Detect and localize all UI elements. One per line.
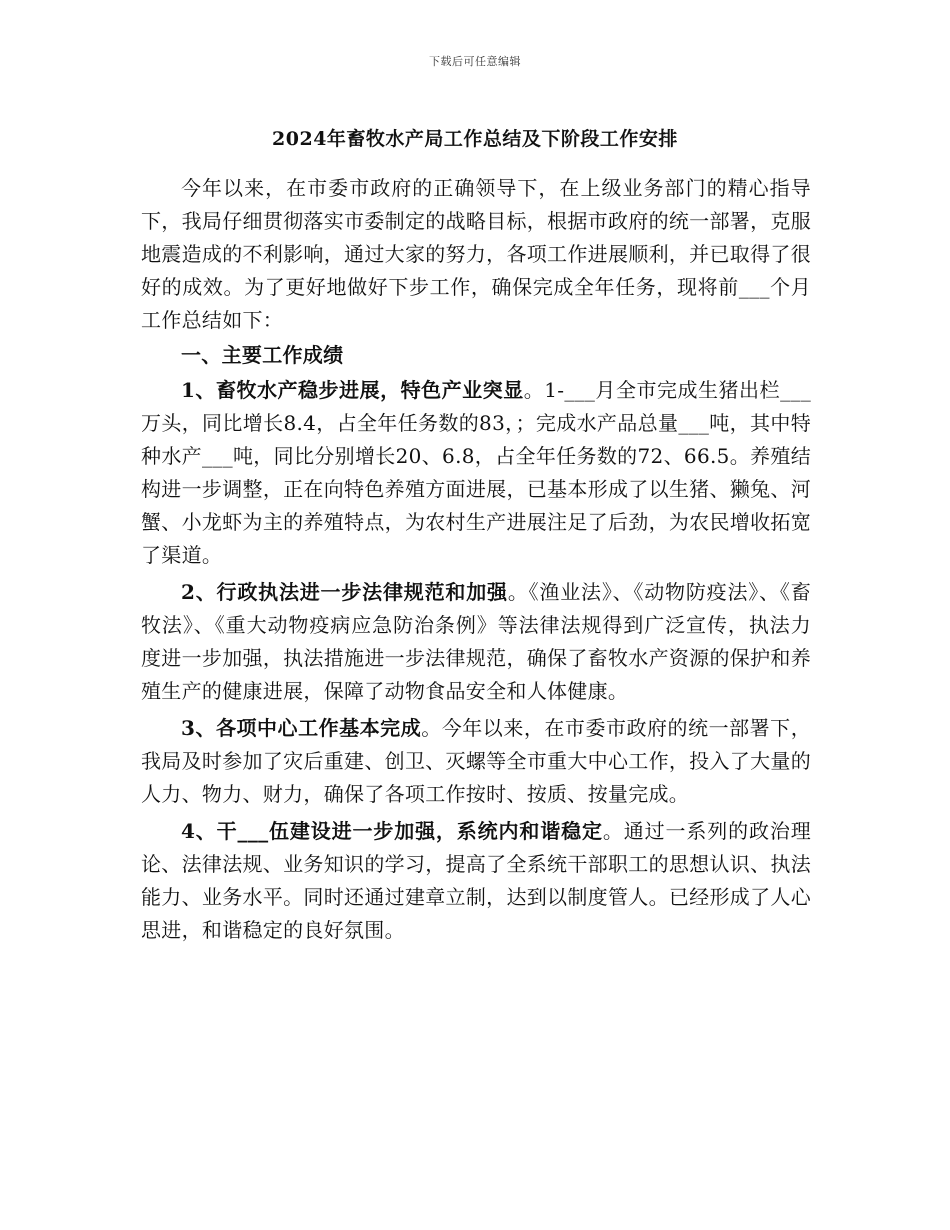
work-item-3 <box>141 712 811 811</box>
work-item-4-body: 。通过一系列的政治理论、法律法规、业务知识的学习，提高了全系统干部职工的思想认识、执法能力、业务水平。同时还通过建章立制，达到以制度管人。已经形成了人心思进，和谐稳定的良好氛围。 <box>141 819 812 942</box>
section-heading: 一、主要工作成绩 <box>181 343 344 367</box>
work-item-2 <box>141 576 811 708</box>
work-item-1-lead: 1、畜牧水产稳步进展，特色产业突显 <box>181 378 524 402</box>
work-item-4 <box>141 815 811 947</box>
work-item-4-lead: 4、干___伍建设进一步加强，系统内和谐稳定 <box>181 819 603 843</box>
document-body <box>141 172 811 947</box>
work-item-3-body: 。今年以来，在市委市政府的统一部署下，我局及时参加了灾后重建、创卫、灭螺等全市重大中心工作，投入了大量的人力、物力、财力，确保了各项工作按时、按质、按量完成。 <box>141 716 811 806</box>
work-item-1 <box>141 374 811 572</box>
work-item-2-lead: 2、行政执法进一步法律规范和加强 <box>181 580 508 604</box>
work-item-3-lead: 3、各项中心工作基本完成 <box>181 716 422 740</box>
header-note: 下载后可任意编辑 <box>429 55 521 68</box>
intro-paragraph: 今年以来，在市委市政府的正确领导下，在上级业务部门的精心指导下，我局仔细贯彻落实市委制定的战略目标，根据市政府的统一部署，克服地震造成的不利影响，通过大家的努力，各项工作进展顺利，并已取得了很好的成效。为了更好地做好下步工作，确保完成全年任务，现将前___个月工作总结如下： <box>141 176 811 332</box>
work-item-2-body: 。《渔业法》、《动物防疫法》、《畜牧法》、《重大动物疫病应急防治条例》等法律法规得到广泛宣传，执法力度进一步加强，执法措施进一步法律规范，确保了畜牧水产资源的保护和养殖生产的健康进展，保障了动物食品安全和人体健康。 <box>141 580 811 703</box>
document-title: 2024年畜牧水产局工作总结及下阶段工作安排 <box>272 128 678 150</box>
work-item-1-body: 。1-___月全市完成生猪出栏___万头，同比增长8.4，占全年任务数的83，；完成水产品总量___吨，其中特种水产___吨，同比分别增长20、6.8，占全年任务数的72、66.5。养殖结构进一步调整，正在向特色养殖方面进展，已基本形成了以生猪、獭兔、河蟹、小龙虾为主的养殖特点，为农村生产进展注足了后劲，为农民增收拓宽了渠道。 <box>141 378 811 567</box>
